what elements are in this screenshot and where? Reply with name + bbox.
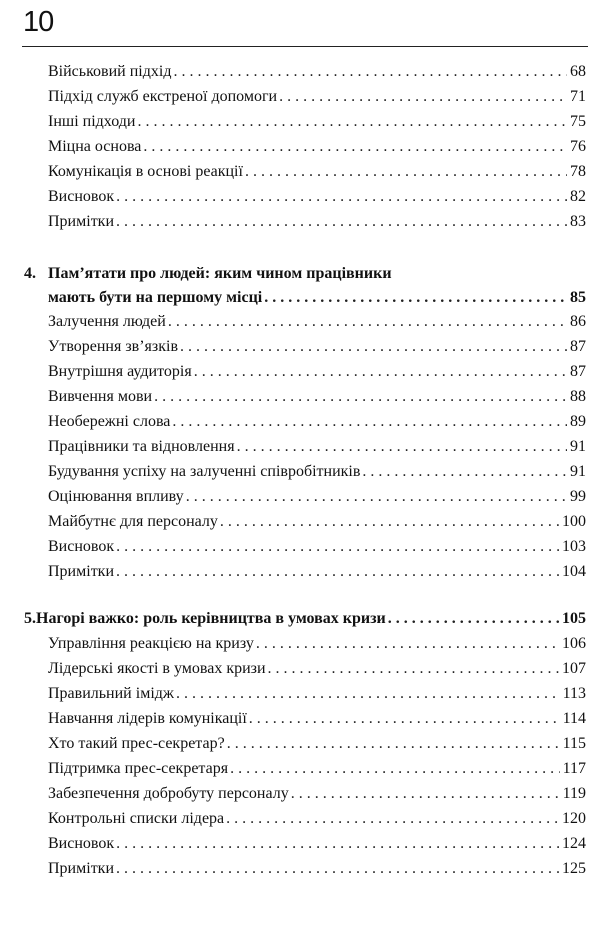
toc-entry-page: 125 bbox=[562, 860, 586, 877]
dot-leader bbox=[116, 212, 567, 232]
toc-entry[interactable] bbox=[48, 333, 586, 357]
chapter-page: 85 bbox=[570, 289, 586, 306]
toc-entry[interactable] bbox=[48, 433, 586, 457]
toc-entry-title: Інші підходи bbox=[48, 113, 136, 130]
toc-entry[interactable] bbox=[48, 805, 586, 829]
toc-entry[interactable] bbox=[48, 108, 586, 132]
chapter-4-heading[interactable] bbox=[24, 260, 392, 284]
toc-entry-page: 87 bbox=[570, 363, 586, 380]
dot-leader bbox=[176, 684, 560, 704]
toc-entry-page: 87 bbox=[570, 338, 586, 355]
toc-entry-page: 99 bbox=[570, 488, 586, 505]
toc-entry[interactable] bbox=[48, 680, 586, 704]
toc-entry-title: Висновок bbox=[48, 188, 115, 205]
toc-entry-page: 120 bbox=[562, 810, 586, 827]
toc-entry-title: Примітки bbox=[48, 563, 115, 580]
toc-entry-title: Міцна основа bbox=[48, 138, 142, 155]
toc-entry-page: 113 bbox=[562, 685, 586, 702]
toc-entry-page: 71 bbox=[570, 88, 586, 105]
toc-entry[interactable] bbox=[48, 533, 586, 557]
toc-entry-page: 86 bbox=[570, 313, 586, 330]
toc-entry-title: Висновок bbox=[48, 835, 115, 852]
dot-leader bbox=[116, 562, 559, 582]
dot-leader bbox=[116, 187, 567, 207]
toc-entry-page: 114 bbox=[562, 710, 586, 727]
toc-entry-page: 100 bbox=[562, 513, 586, 530]
page-number: 10 bbox=[23, 6, 54, 38]
chapter-title-line1: Пам’ятати про людей: яким чином працівники bbox=[48, 265, 392, 282]
dot-leader bbox=[230, 759, 560, 779]
toc-entry-title: Лідерські якості в умовах кризи bbox=[48, 660, 266, 677]
toc-entry-title: Працівники та відновлення bbox=[48, 438, 235, 455]
chapter-title-line2: мають бути на першому місці bbox=[48, 289, 263, 306]
dot-leader bbox=[268, 659, 559, 679]
dot-leader bbox=[245, 162, 567, 182]
toc-entry[interactable] bbox=[48, 630, 586, 654]
toc-entry-page: 78 bbox=[570, 163, 586, 180]
dot-leader bbox=[194, 362, 567, 382]
toc-entry-title: Комунікація в основі реакції bbox=[48, 163, 243, 180]
toc-entry-title: Примітки bbox=[48, 213, 115, 230]
toc-entry-title: Утворення зв’язків bbox=[48, 338, 179, 355]
toc-entry[interactable] bbox=[48, 855, 586, 879]
dot-leader bbox=[168, 312, 567, 332]
toc-entry[interactable] bbox=[48, 483, 586, 507]
toc-entry-title: Будування успіху на залученні співробітників bbox=[48, 463, 361, 480]
toc-entry[interactable] bbox=[48, 408, 586, 432]
dot-leader bbox=[186, 487, 567, 507]
toc-entry[interactable] bbox=[48, 383, 586, 407]
toc-entry-title: Примітки bbox=[48, 860, 115, 877]
toc-entry[interactable] bbox=[48, 58, 586, 82]
toc-entry-page: 82 bbox=[570, 188, 586, 205]
dot-leader bbox=[116, 834, 559, 854]
toc-entry-title: Вивчення мови bbox=[48, 388, 153, 405]
toc-entry-page: 107 bbox=[562, 660, 586, 677]
toc-entry-title: Хто такий прес-секретар? bbox=[48, 735, 225, 752]
dot-leader bbox=[227, 734, 560, 754]
dot-leader bbox=[154, 387, 567, 407]
toc-entry-page: 76 bbox=[570, 138, 586, 155]
toc-entry-title: Забезпечення добробуту персоналу bbox=[48, 785, 289, 802]
toc-entry[interactable] bbox=[48, 183, 586, 207]
toc-entry-title: Підхід служб екстреної допомоги bbox=[48, 88, 278, 105]
toc-entry-page: 117 bbox=[562, 760, 586, 777]
header-rule bbox=[22, 46, 588, 47]
toc-entry-title: Залучення людей bbox=[48, 313, 166, 330]
toc-entry[interactable] bbox=[48, 358, 586, 382]
toc-entry-page: 103 bbox=[562, 538, 586, 555]
toc-entry[interactable] bbox=[48, 755, 586, 779]
toc-entry-page: 91 bbox=[570, 438, 586, 455]
chapter-page: 105 bbox=[562, 610, 586, 627]
toc-entry[interactable] bbox=[48, 780, 586, 804]
dot-leader bbox=[226, 809, 559, 829]
dot-leader bbox=[137, 112, 567, 132]
dot-leader bbox=[362, 462, 567, 482]
toc-entry-title: Контрольні списки лідера bbox=[48, 810, 225, 827]
toc-entry[interactable] bbox=[48, 655, 586, 679]
toc-entry[interactable] bbox=[48, 705, 586, 729]
toc-entry-title: Майбутнє для персоналу bbox=[48, 513, 218, 530]
chapter-number: 4. bbox=[24, 265, 36, 282]
toc-entry-page: 119 bbox=[562, 785, 586, 802]
dot-leader bbox=[220, 512, 559, 532]
toc-entry-title: Підтримка прес-секретаря bbox=[48, 760, 229, 777]
toc-entry[interactable] bbox=[48, 83, 586, 107]
dot-leader bbox=[237, 437, 567, 457]
toc-entry[interactable] bbox=[48, 158, 586, 182]
toc-entry[interactable] bbox=[48, 308, 586, 332]
dot-leader bbox=[256, 634, 559, 654]
toc-entry-page: 68 bbox=[570, 63, 586, 80]
toc-entry[interactable] bbox=[48, 208, 586, 232]
toc-entry-title: Військовий підхід bbox=[48, 63, 172, 80]
toc-entry[interactable] bbox=[48, 730, 586, 754]
toc-entry-title: Висновок bbox=[48, 538, 115, 555]
dot-leader bbox=[173, 62, 567, 82]
chapter-title: Нагорі важко: роль керівництва в умовах кризи bbox=[36, 610, 386, 627]
toc-entry[interactable] bbox=[48, 830, 586, 854]
chapter-5-heading[interactable] bbox=[24, 605, 586, 629]
toc-entry-page: 124 bbox=[562, 835, 586, 852]
dot-leader bbox=[264, 288, 567, 308]
toc-entry-title: Оцінювання впливу bbox=[48, 488, 184, 505]
dot-leader bbox=[116, 859, 559, 879]
toc-entry[interactable] bbox=[48, 133, 586, 157]
dot-leader bbox=[291, 784, 560, 804]
dot-leader bbox=[388, 609, 559, 629]
toc-entry-title: Навчання лідерів комунікації bbox=[48, 710, 247, 727]
toc-entry-title: Управління реакцією на кризу bbox=[48, 635, 254, 652]
dot-leader bbox=[172, 412, 567, 432]
chapter-number: 5. bbox=[24, 610, 36, 627]
toc-entry-page: 75 bbox=[570, 113, 586, 130]
toc-entry[interactable] bbox=[48, 508, 586, 532]
chapter-4-heading-line2[interactable] bbox=[48, 284, 586, 308]
toc-entry-page: 91 bbox=[570, 463, 586, 480]
toc-entry-page: 115 bbox=[562, 735, 586, 752]
toc-entry-page: 106 bbox=[562, 635, 586, 652]
toc-entry[interactable] bbox=[48, 558, 586, 582]
dot-leader bbox=[249, 709, 560, 729]
toc-entry-title: Необережні слова bbox=[48, 413, 171, 430]
toc-entry-page: 89 bbox=[570, 413, 586, 430]
toc-entry-title: Внутрішня аудиторія bbox=[48, 363, 192, 380]
dot-leader bbox=[116, 537, 559, 557]
toc-entry-page: 88 bbox=[570, 388, 586, 405]
toc-entry-page: 104 bbox=[562, 563, 586, 580]
dot-leader bbox=[279, 87, 567, 107]
dot-leader bbox=[143, 137, 567, 157]
dot-leader bbox=[180, 337, 567, 357]
toc-entry-title: Правильний імідж bbox=[48, 685, 174, 702]
toc-entry-page: 83 bbox=[570, 213, 586, 230]
toc-entry[interactable] bbox=[48, 458, 586, 482]
